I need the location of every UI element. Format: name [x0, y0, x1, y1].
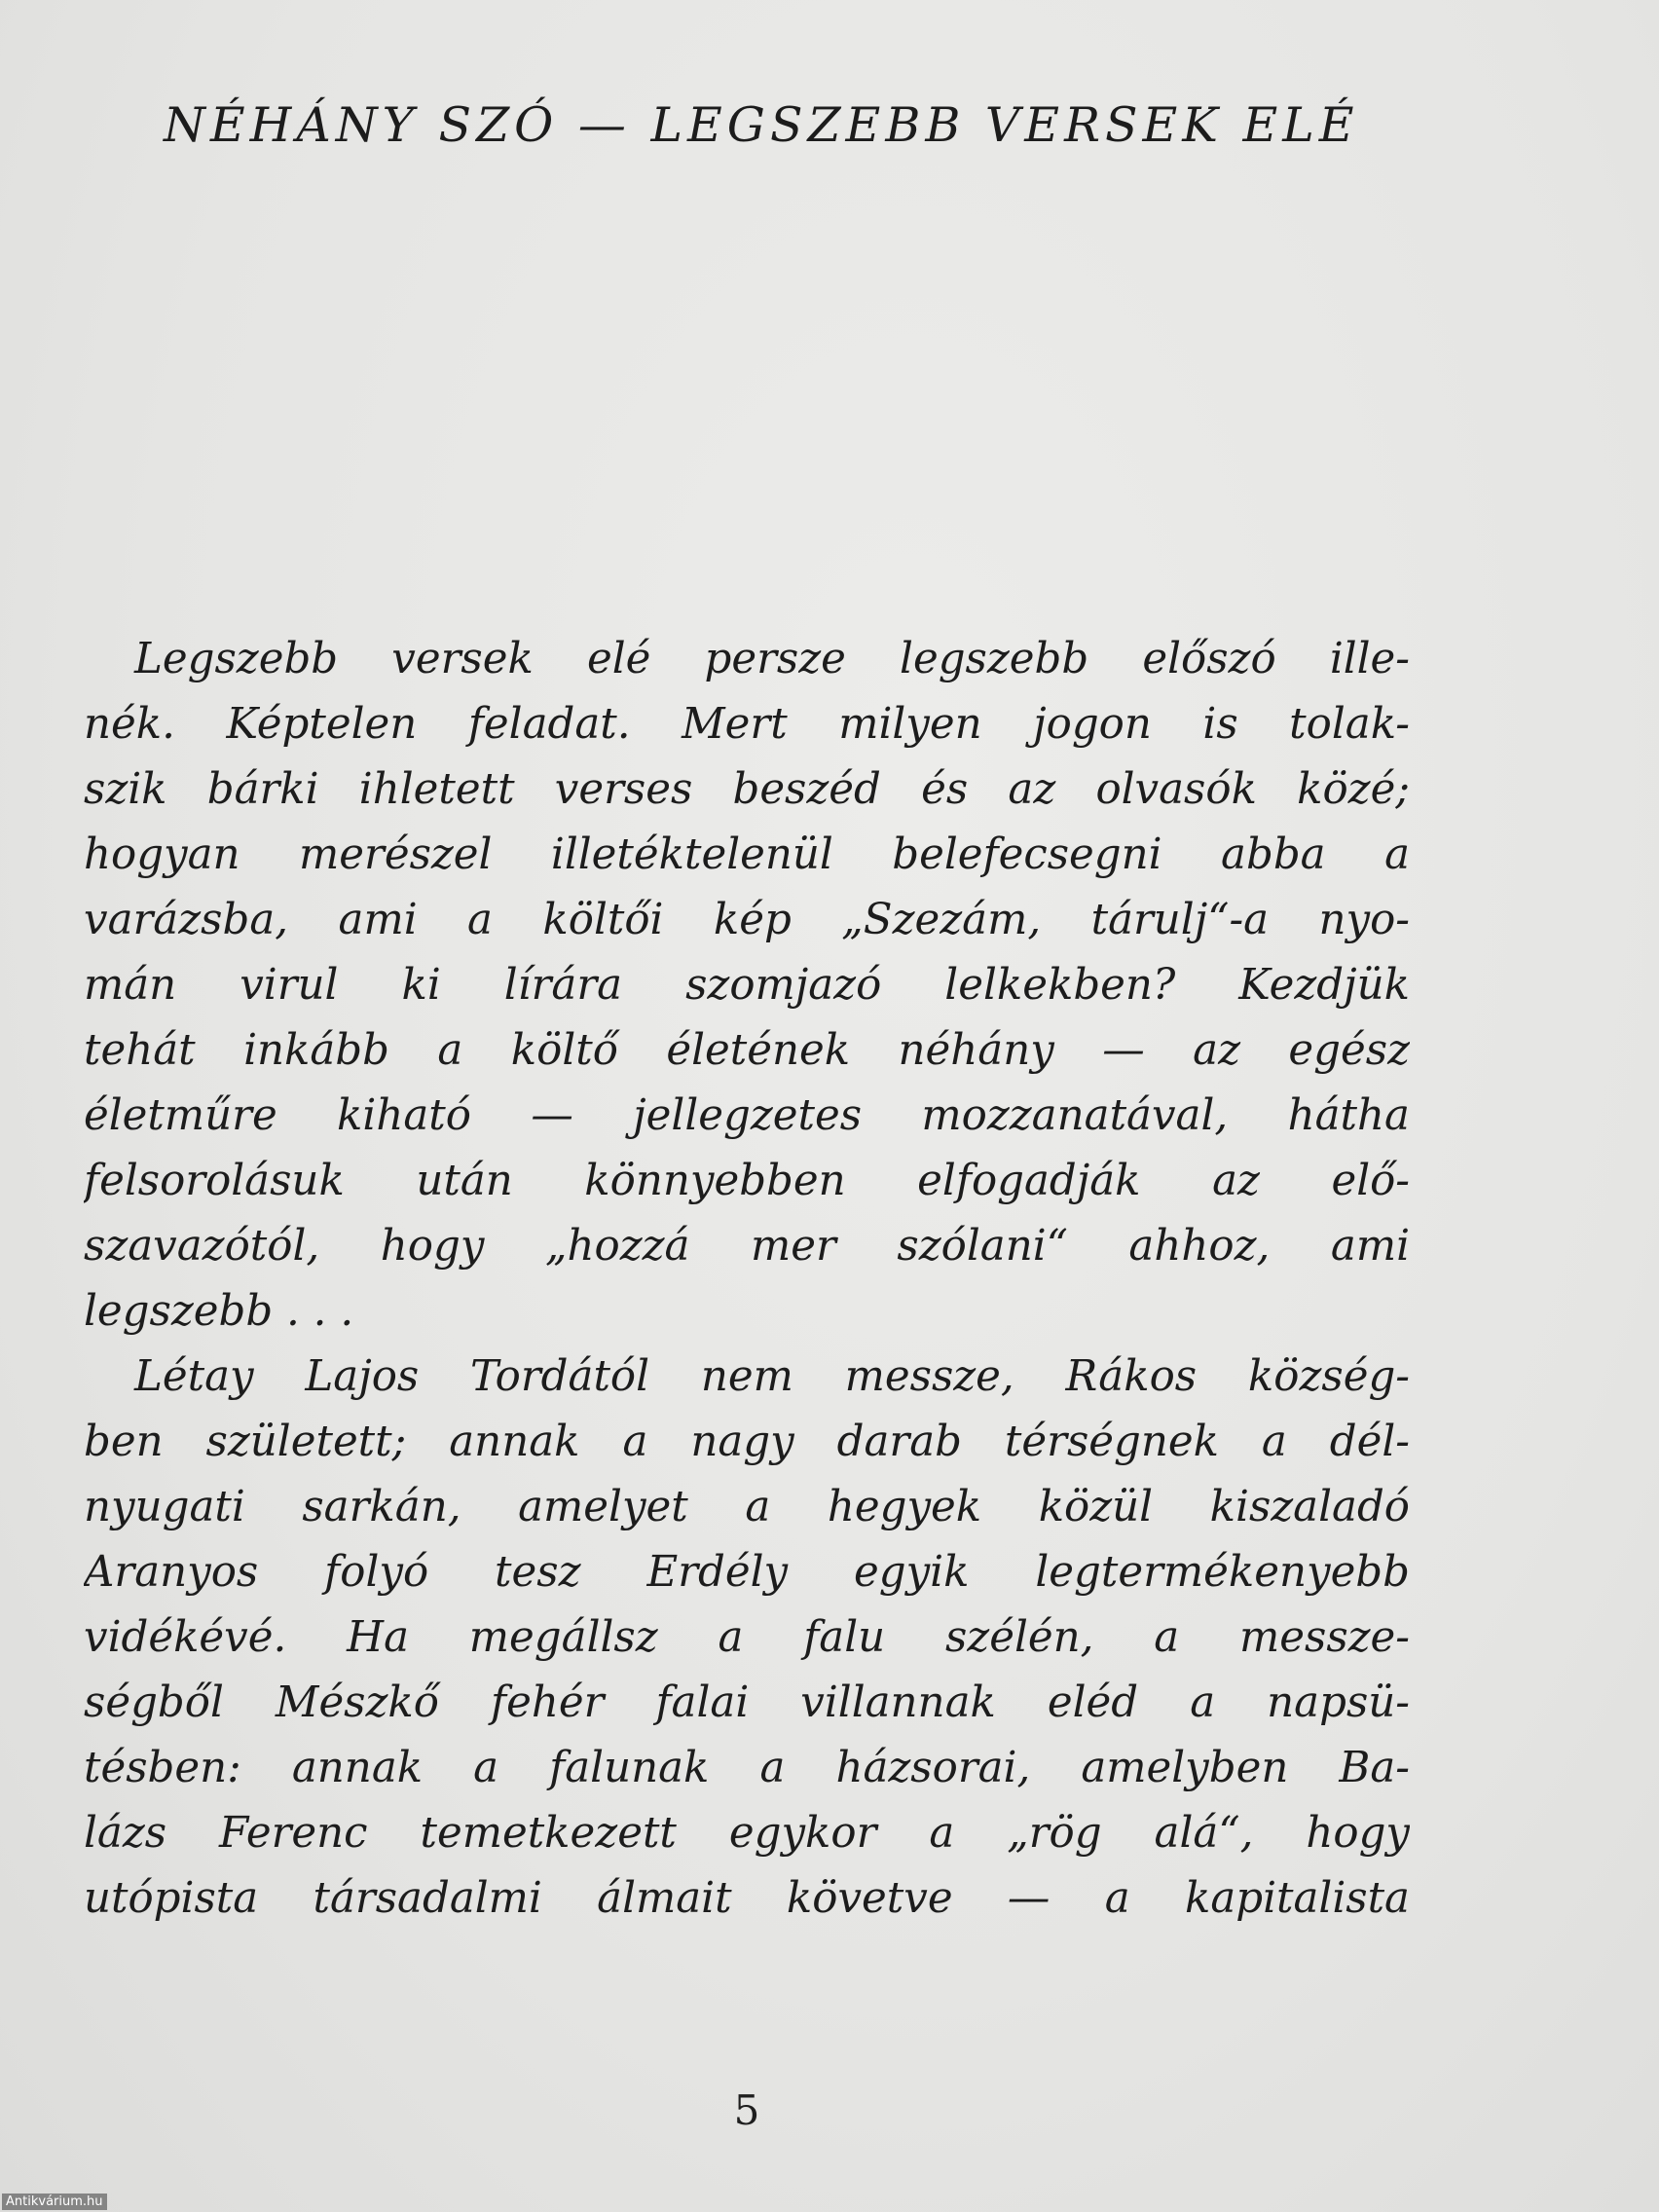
text-line: legszebb . . . [84, 1287, 354, 1336]
text-line: Létay Lajos Tordától nem messze, Rákos község- [134, 1352, 1410, 1401]
page-number: 5 [733, 2086, 760, 2134]
text-line: nyugati sarkán, amelyet a hegyek közül kiszaladó [84, 1483, 1410, 1531]
text-line: Legszebb versek elé persze legszebb előszó ille- [134, 635, 1410, 683]
text-line: vidékévé. Ha megállsz a falu szélén, a messze- [84, 1613, 1410, 1662]
text-line: szik bárki ihletett verses beszéd és az olvasók közé; [84, 765, 1410, 814]
text-line: mán virul ki lírára szomjazó lelkekben? Kezdjük [84, 961, 1410, 1010]
text-line: varázsba, ami a költői kép „Szezám, tárulj“-a nyo- [84, 896, 1410, 944]
body-text [84, 627, 1410, 1932]
text-line: tésben: annak a falunak a házsorai, amelyben Ba- [84, 1744, 1410, 1792]
text-line: tehát inkább a költő életének néhány — az egész [84, 1026, 1410, 1075]
text-line: ségből Mészkő fehér falai villannak eléd a napsü- [84, 1678, 1410, 1727]
text-line: Aranyos folyó tesz Erdély egyik legtermékenyebb [84, 1548, 1410, 1597]
text-line: ben született; annak a nagy darab térségnek a dél- [84, 1418, 1410, 1466]
text-line: életműre kiható — jellegzetes mozzanatával, hátha [84, 1091, 1410, 1140]
text-line: utópista társadalmi álmait követve — a kapitalista [84, 1874, 1410, 1923]
text-line: lázs Ferenc temetkezett egykor a „rög alá“, hogy [84, 1809, 1410, 1858]
text-line: hogyan merészel illetéktelenül belefecsegni abba a [84, 830, 1410, 879]
watermark: Antikvárium.hu [2, 2194, 107, 2210]
text-line: felsorolásuk után könnyebben elfogadják az elő- [84, 1157, 1410, 1205]
text-line: nék. Képtelen feladat. Mert milyen jogon is tolak- [84, 700, 1410, 749]
text-line: szavazótól, hogy „hozzá mer szólani“ ahhoz, ami [84, 1222, 1410, 1271]
chapter-title: NÉHÁNY SZÓ — LEGSZEBB VERSEK ELÉ [164, 97, 1359, 153]
